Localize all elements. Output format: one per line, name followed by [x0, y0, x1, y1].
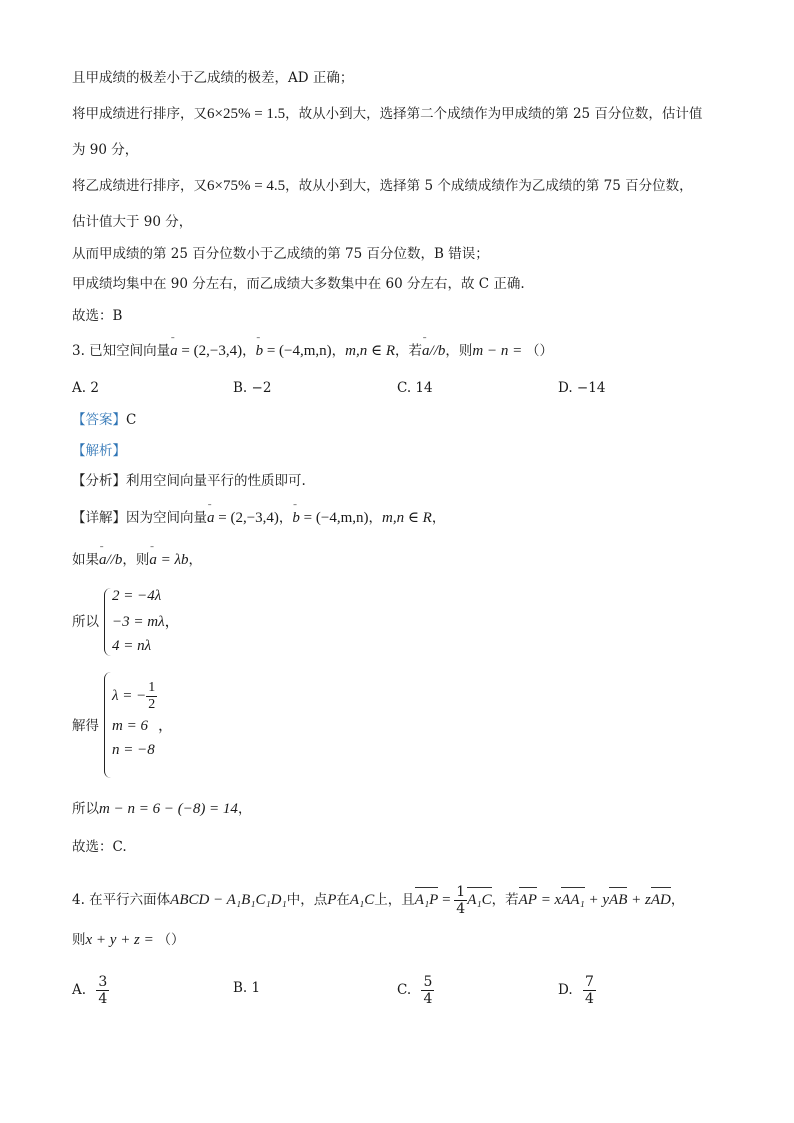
q3-final-answer: 故选：C. [72, 839, 127, 855]
q3-result: 所以m − n = 6 − (−8) = 14， [72, 801, 252, 817]
system1-eq-2: −3 = mλ， [112, 614, 180, 630]
q3-analysis-tag: 【解析】 [72, 443, 126, 459]
system-brace-2 [104, 672, 111, 778]
q3-suoyi-label: 所以 [72, 614, 99, 630]
solution-line-6: 从而甲成绩的第 25 百分位数小于乙成绩的第 75 百分位数，B 错误； [72, 246, 489, 262]
q4-option-a: A. $\frac{3}{4}$ [72, 974, 108, 1007]
system2-eq-2: m = 6 ， [112, 718, 173, 734]
q3-xiangjie: 【详解】因为空间向量ˉ a = (2,−3,4)，ˉ b = (−4,m,n)，m,n ∈ R， [72, 508, 445, 528]
q3-option-d: D. −14 [558, 380, 606, 396]
system-brace-1 [104, 588, 111, 656]
q3-jiede-label: 解得 [72, 718, 99, 734]
answer-tag: 【答案】 [72, 412, 126, 428]
system2-eq-3: n = −8 [112, 742, 155, 758]
solution-line-1: 且甲成绩的极差小于乙成绩的极差，AD 正确； [72, 70, 354, 86]
solution-line-2: 将甲成绩进行排序，又6×25% = 1.5，故从小到大，选择第二个成绩作为甲成绩的第 25 百分位数，估计值 [72, 106, 703, 122]
q4-option-b: B. 1 [233, 980, 261, 996]
question-4-stem: 4. 在平行六面体ABCD − A₁B₁C₁D₁中，点P在A₁C上，且A₁P = $\frac{1}{4}$ A₁C，若AP = xAA₁ + yAB + zAD， [72, 884, 685, 917]
question-4-line-2: 则x + y + z = （） [72, 932, 185, 948]
solution-line-4: 将乙成绩进行排序，又6×75% = 4.5，故从小到大，选择第 5 个成绩成绩作为乙成绩的第 75 百分位数， [72, 178, 693, 194]
q3-option-a: A. 2 [72, 380, 99, 396]
question-3-stem: 3. 已知空间向量ˉ a = (2,−3,4)，ˉ b = (−4,m,n)，m,n ∈ R，若ˉ a//b，则m − n = （） [72, 341, 553, 361]
answer-line-q2: 故选：B [72, 308, 123, 324]
q3-option-c: C. 14 [397, 380, 433, 396]
q4-option-d: D. $\frac{7}{4}$ [558, 974, 594, 1007]
solution-line-3: 为 90 分， [72, 142, 139, 158]
q3-parallel-line: 如果ˉ a//b，则ˉ a = λb， [72, 550, 202, 570]
system1-eq-3: 4 = nλ [112, 638, 152, 654]
q3-option-b: B. −2 [233, 380, 272, 396]
system1-eq-1: 2 = −4λ [112, 588, 162, 604]
q3-answer: 【答案】C [72, 412, 137, 428]
solution-line-7: 甲成绩均集中在 90 分左右，而乙成绩大多数集中在 60 分左右，故 C 正确. [72, 276, 525, 292]
q3-fenxi: 【分析】利用空间向量平行的性质即可. [72, 473, 306, 489]
system2-eq-1: λ = − $\frac{1}{2}$ [112, 680, 156, 712]
q4-option-c: C. $\frac{5}{4}$ [397, 974, 433, 1007]
solution-line-5: 估计值大于 90 分， [72, 214, 193, 230]
